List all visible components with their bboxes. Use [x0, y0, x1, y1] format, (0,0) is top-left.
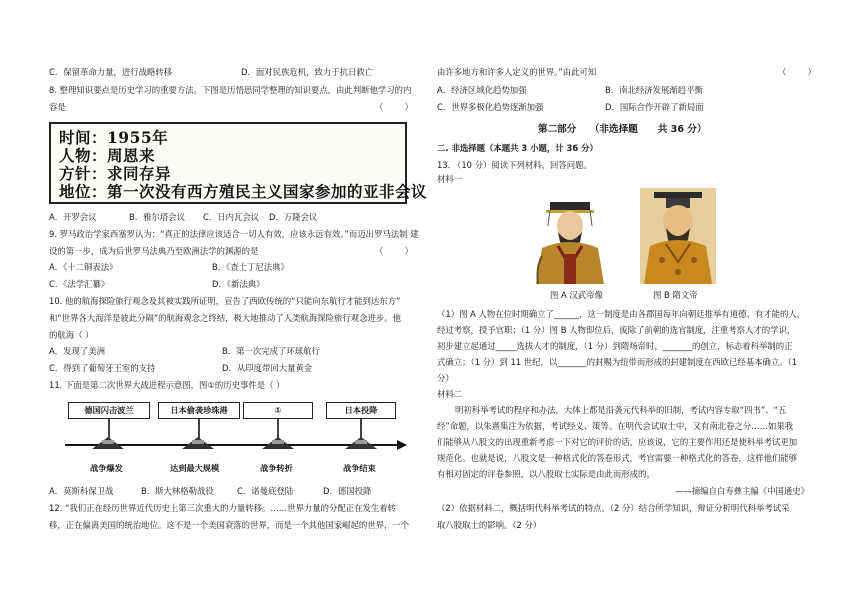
timeline-box-1: 德国闪击波兰 — [68, 402, 150, 419]
part-two-title: 第二部分 （非选择题 共 36 分） — [538, 124, 707, 135]
q9-option-b: B．《查士丁尼法典》 — [212, 262, 289, 272]
q8-answer-paren: （ ） — [375, 102, 414, 112]
timeline-box-2: 日本偷袭珍珠港 — [158, 402, 240, 419]
q10-line2: 和“世界各大海洋是彼此分隔”的航海观念之终结，极大地推动了人类航海探险旅行观念进步。他 — [49, 313, 402, 323]
q8-knowledge-card — [49, 122, 428, 204]
q13-2-line2: 取八股取士的影响。（2 分） — [437, 520, 542, 530]
q11-option-d: D．德国投降 — [323, 486, 372, 496]
q12-line3: 由许多地方和许多人定义的世界。”由此可知 — [437, 67, 597, 77]
q11-option-b: B．斯大林格勒战役 — [141, 486, 214, 496]
q9-line1: 9. 罗马政治学家西塞罗认为：“真正的法律应该适合一切人有效，应该永远有效。”而迈出罗马法制 建 — [49, 229, 419, 239]
q10-option-b: B．第一次完成了环球航行 — [222, 346, 320, 356]
q10-option-d: D．从印度带回大量黄金 — [222, 363, 313, 373]
q10-option-a: A．发现了美洲 — [49, 346, 105, 356]
material-2-line1: 明初科举考试的程序和办法，大体上都是沿袭元代科举的旧制，考试内容专取“四书”、“五 — [455, 405, 787, 415]
timeline-stage-1: 战争爆发 — [90, 463, 123, 473]
q13-1-line2: 经过考察，授予官职；（1 分）图 B 人物即位后，废除了前朝的选官制度，注重考察人才的学识， — [437, 325, 796, 335]
q9-answer-paren: （ ） — [375, 246, 414, 256]
q10-option-c: C．得到了葡萄牙王室的支持 — [49, 363, 156, 373]
q9-line2: 设的第一步，成为后世罗马法典乃至欧洲法学的渊源的是 — [49, 246, 259, 256]
card-status: 地位：第一次没有西方殖民主义国家参加的亚非会议 — [59, 182, 428, 201]
q7-option-c: C．保留革命力量，进行战略转移 — [49, 67, 173, 77]
portrait-sui-wendi — [640, 188, 716, 284]
q13-1-line1: （1）图 A 人物在位时期确立了______，这一制度是由各郡国每年向朝廷推举有道德、有才能的人， — [437, 309, 806, 319]
section-heading: 二. 非选择题（本题共 3 小题，计 36 分） — [437, 143, 598, 153]
q9-option-a: A．《十二铜表法》 — [49, 262, 118, 272]
timeline-stage-2: 达到最大规模 — [170, 463, 220, 473]
material-2-source: ——摘编自白寿彝主编《中国通史》 — [675, 486, 809, 496]
material-1-label: 材料一 — [437, 174, 463, 184]
material-2-line3: 们能够从八股文的出现重新考虑一下对它的评价的话，应该说，它的主要作用还是使科举考试更加 — [437, 437, 798, 447]
q8-option-c: C．日内瓦会议 — [203, 212, 260, 222]
card-time: 时间：1955年 — [59, 128, 169, 147]
q8-stem-line2: 容是 — [49, 102, 66, 112]
timeline-marker-icon — [178, 436, 218, 450]
q12-option-c: C．世界多极化趋势逐渐加强 — [437, 102, 544, 112]
q12-option-b: B．南北经济发展渐趋平衡 — [605, 85, 703, 95]
material-2-line4: 规范化。也就是说，八股文是一种格式化的答卷形式，考官需要一种格式化的答卷，这样他们能够 — [437, 453, 798, 463]
q8-option-b: B．雅尔塔会议 — [129, 212, 185, 222]
q12-line2: 移，正在偏离美国的统治地位。这不是一个美国衰落的世界，而是一个其他国家崛起的世界，一个 — [49, 520, 410, 530]
material-2-line5: 有相对固定的评卷参照，以八股取士实际是由此而形成的。 — [437, 469, 655, 479]
q13-1-line3: 初步建立起通过_____选拔人才的制度，（1 分）到隋炀帝时，_______的创立，标志着科举制的正 — [437, 341, 793, 351]
q13-1-line5: 分） — [437, 373, 454, 383]
q13-2-line1: （2）依据材料二，概括明代科举考试的特点。（2 分）结合所学知识，辩证分析明代科举考试采 — [437, 503, 790, 513]
q8-stem-line1: 8. 整理知识要点是历史学习的重要方法。下图是历悟思同学整理的知识要点，由此判断他学习的内 — [49, 85, 412, 95]
q10-line3: 的航海（ ） — [49, 330, 94, 340]
timeline-stage-4: 战争结束 — [343, 463, 376, 473]
card-policy: 方针：求同存异 — [59, 164, 172, 183]
timeline-box-4: 日本投降 — [326, 402, 396, 419]
q12-answer-paren: （ ） — [778, 67, 817, 77]
q11-stem: 11. 下面是第二次世界大战进程示意图，图①的历史事件是（ ） — [49, 380, 285, 390]
q10-line1: 10. 他的航海探险旅行观念及其被实践所证明，宣告了西欧传统的“只能向东航行才能到达东方” — [49, 296, 401, 306]
q8-option-a: A．开罗会议 — [49, 212, 97, 222]
q9-option-d: D．《新法典》 — [212, 279, 265, 289]
material-2-label: 材料二 — [437, 389, 463, 399]
q8-option-d: D．万隆会议 — [269, 212, 318, 222]
portrait-han-wudi — [528, 196, 612, 284]
timeline-marker-icon — [88, 436, 128, 450]
caption-figure-b: 图 B 隋文帝 — [653, 290, 698, 300]
q11-option-c: C．诺曼底登陆 — [237, 486, 294, 496]
q9-option-c: C．《法学汇纂》 — [49, 279, 110, 289]
q12-line1: 12. “我们正在经历世界近代历史上第三次重大的力量转移。……世界力量的分配正在发生着转 — [49, 503, 396, 513]
q7-option-d: D．面对民族危机，致力于抗日救亡 — [241, 67, 374, 77]
q11-option-a: A．莫斯科保卫战 — [49, 486, 114, 496]
caption-figure-a: 图 A 汉武帝像 — [550, 290, 603, 300]
timeline-arrow-icon — [397, 440, 407, 450]
material-2-line2: 经”命题，以朱熹集注为依据，考试经义、策等。在明代会试取士中，又有南北卷之分……如果我 — [437, 421, 794, 431]
q13-intro: 13. （10 分）阅读下列材料，回答问题。 — [437, 160, 592, 170]
timeline-marker-icon — [341, 436, 381, 450]
timeline-box-3: ① — [243, 402, 313, 419]
q12-option-a: A．经济区域化趋势加强 — [437, 85, 527, 95]
timeline-stage-3: 战争转折 — [260, 463, 293, 473]
card-person: 人物：周恩来 — [59, 146, 156, 165]
timeline-marker-icon — [258, 436, 298, 450]
q13-1-line4: 式确立；（1 分）到 11 世纪，以_______的封赐为纽带而形成的封建制度在西欧已经基本确立。（1 — [437, 357, 798, 367]
q12-option-d: D．国际合作开辟了新局面 — [605, 102, 704, 112]
